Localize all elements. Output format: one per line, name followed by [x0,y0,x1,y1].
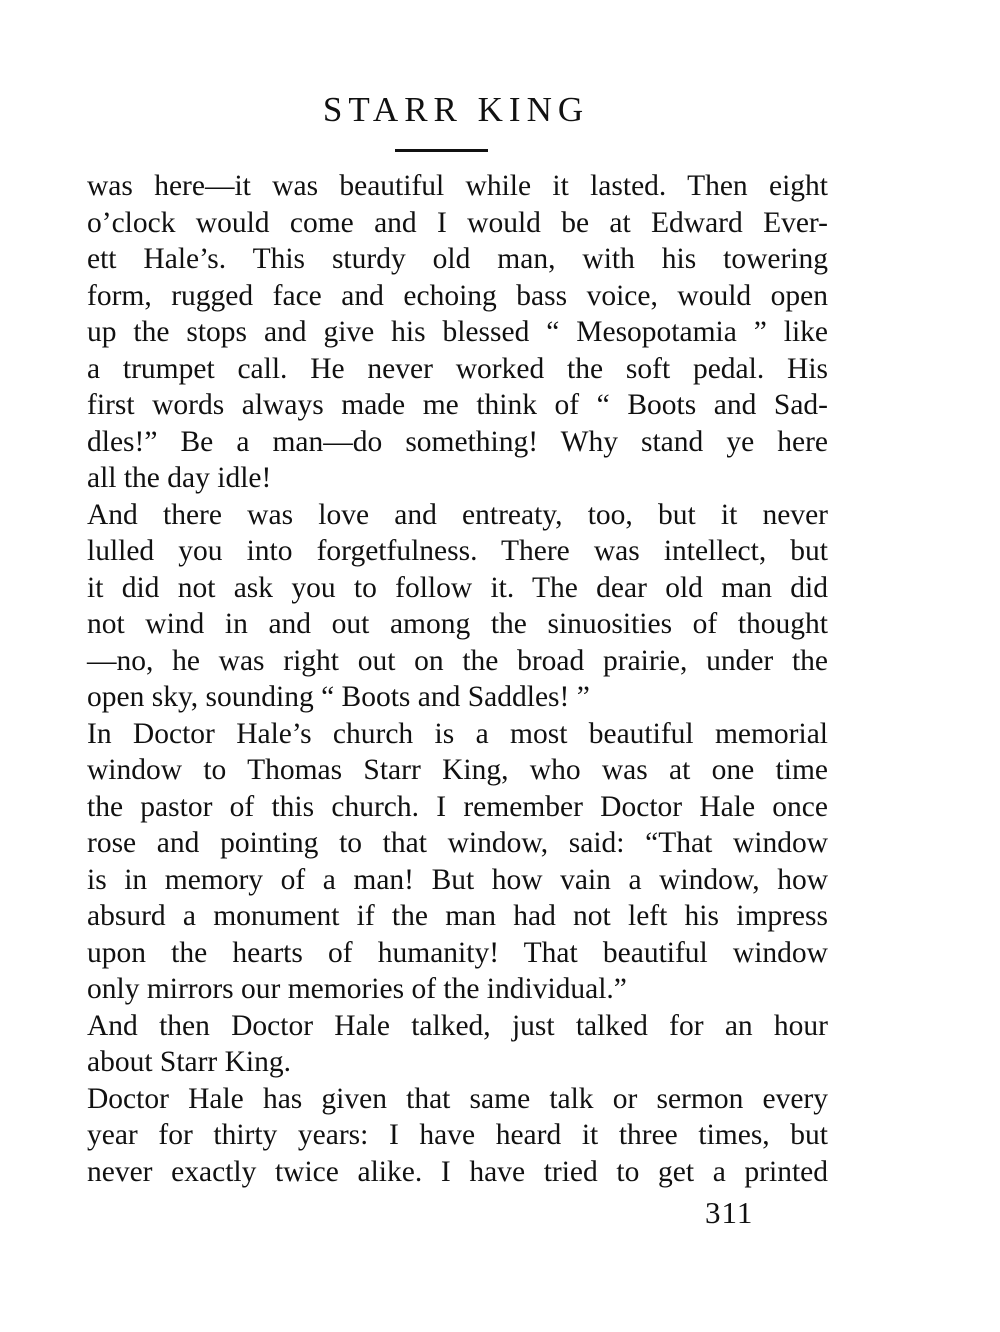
body-text [87,168,828,1190]
text-line: Doctor Hale has given that same talk or sermon every [87,1082,828,1115]
text-line: first words always made me think of “ Boots and Sad- [87,389,828,421]
text-line: all the day idle! [87,462,272,494]
text-line: upon the hearts of humanity! That beautiful window [87,936,828,969]
text-line: o’clock would come and I would be at Edward Ever- [87,206,828,239]
text-line: year for thirty years: I have heard it three times, but [87,1119,828,1151]
text-line: window to Thomas Starr King, who was at one time [87,754,828,786]
text-line: a trumpet call. He never worked the soft pedal. His [87,352,828,385]
page-number: 311 [705,1195,754,1230]
text-line: form, rugged face and echoing bass voice, would open [87,279,828,312]
text-line: lulled you into forgetfulness. There was intellect, but [87,535,828,567]
text-line: rose and pointing to that window, said: “That window [87,827,828,859]
text-line: not wind in and out among the sinuosities of thought [87,608,828,640]
text-line: absurd a monument if the man had not left his impress [87,900,828,932]
text-line: only mirrors our memories of the individual.” [87,973,627,1005]
text-line: In Doctor Hale’s church is a most beautiful memorial [87,717,828,750]
text-line: is in memory of a man! But how vain a window, how [87,863,828,896]
text-line: And there was love and entreaty, too, but it never [87,498,828,531]
text-line: never exactly twice alike. I have tried to get a printed [87,1155,828,1188]
text-line: dles!” Be a man—do something! Why stand ye here [87,425,828,458]
header-rule [395,149,488,152]
text-line: was here—it was beautiful while it lasted. Then eight [87,170,828,202]
text-line: ett Hale’s. This sturdy old man, with his towering [87,243,828,275]
text-line: the pastor of this church. I remember Doctor Hale once [87,790,828,823]
text-line: open sky, sounding “ Boots and Saddles! ” [87,681,590,713]
running-head: STARR KING [322,90,590,129]
text-line: up the stops and give his blessed “ Mesopotamia ” like [87,316,828,348]
text-line: about Starr King. [87,1046,292,1078]
text-line: it did not ask you to follow it. The dear old man did [87,571,828,604]
text-line: —no, he was right out on the broad prairie, under the [87,644,828,677]
text-line: And then Doctor Hale talked, just talked for an hour [87,1009,828,1042]
